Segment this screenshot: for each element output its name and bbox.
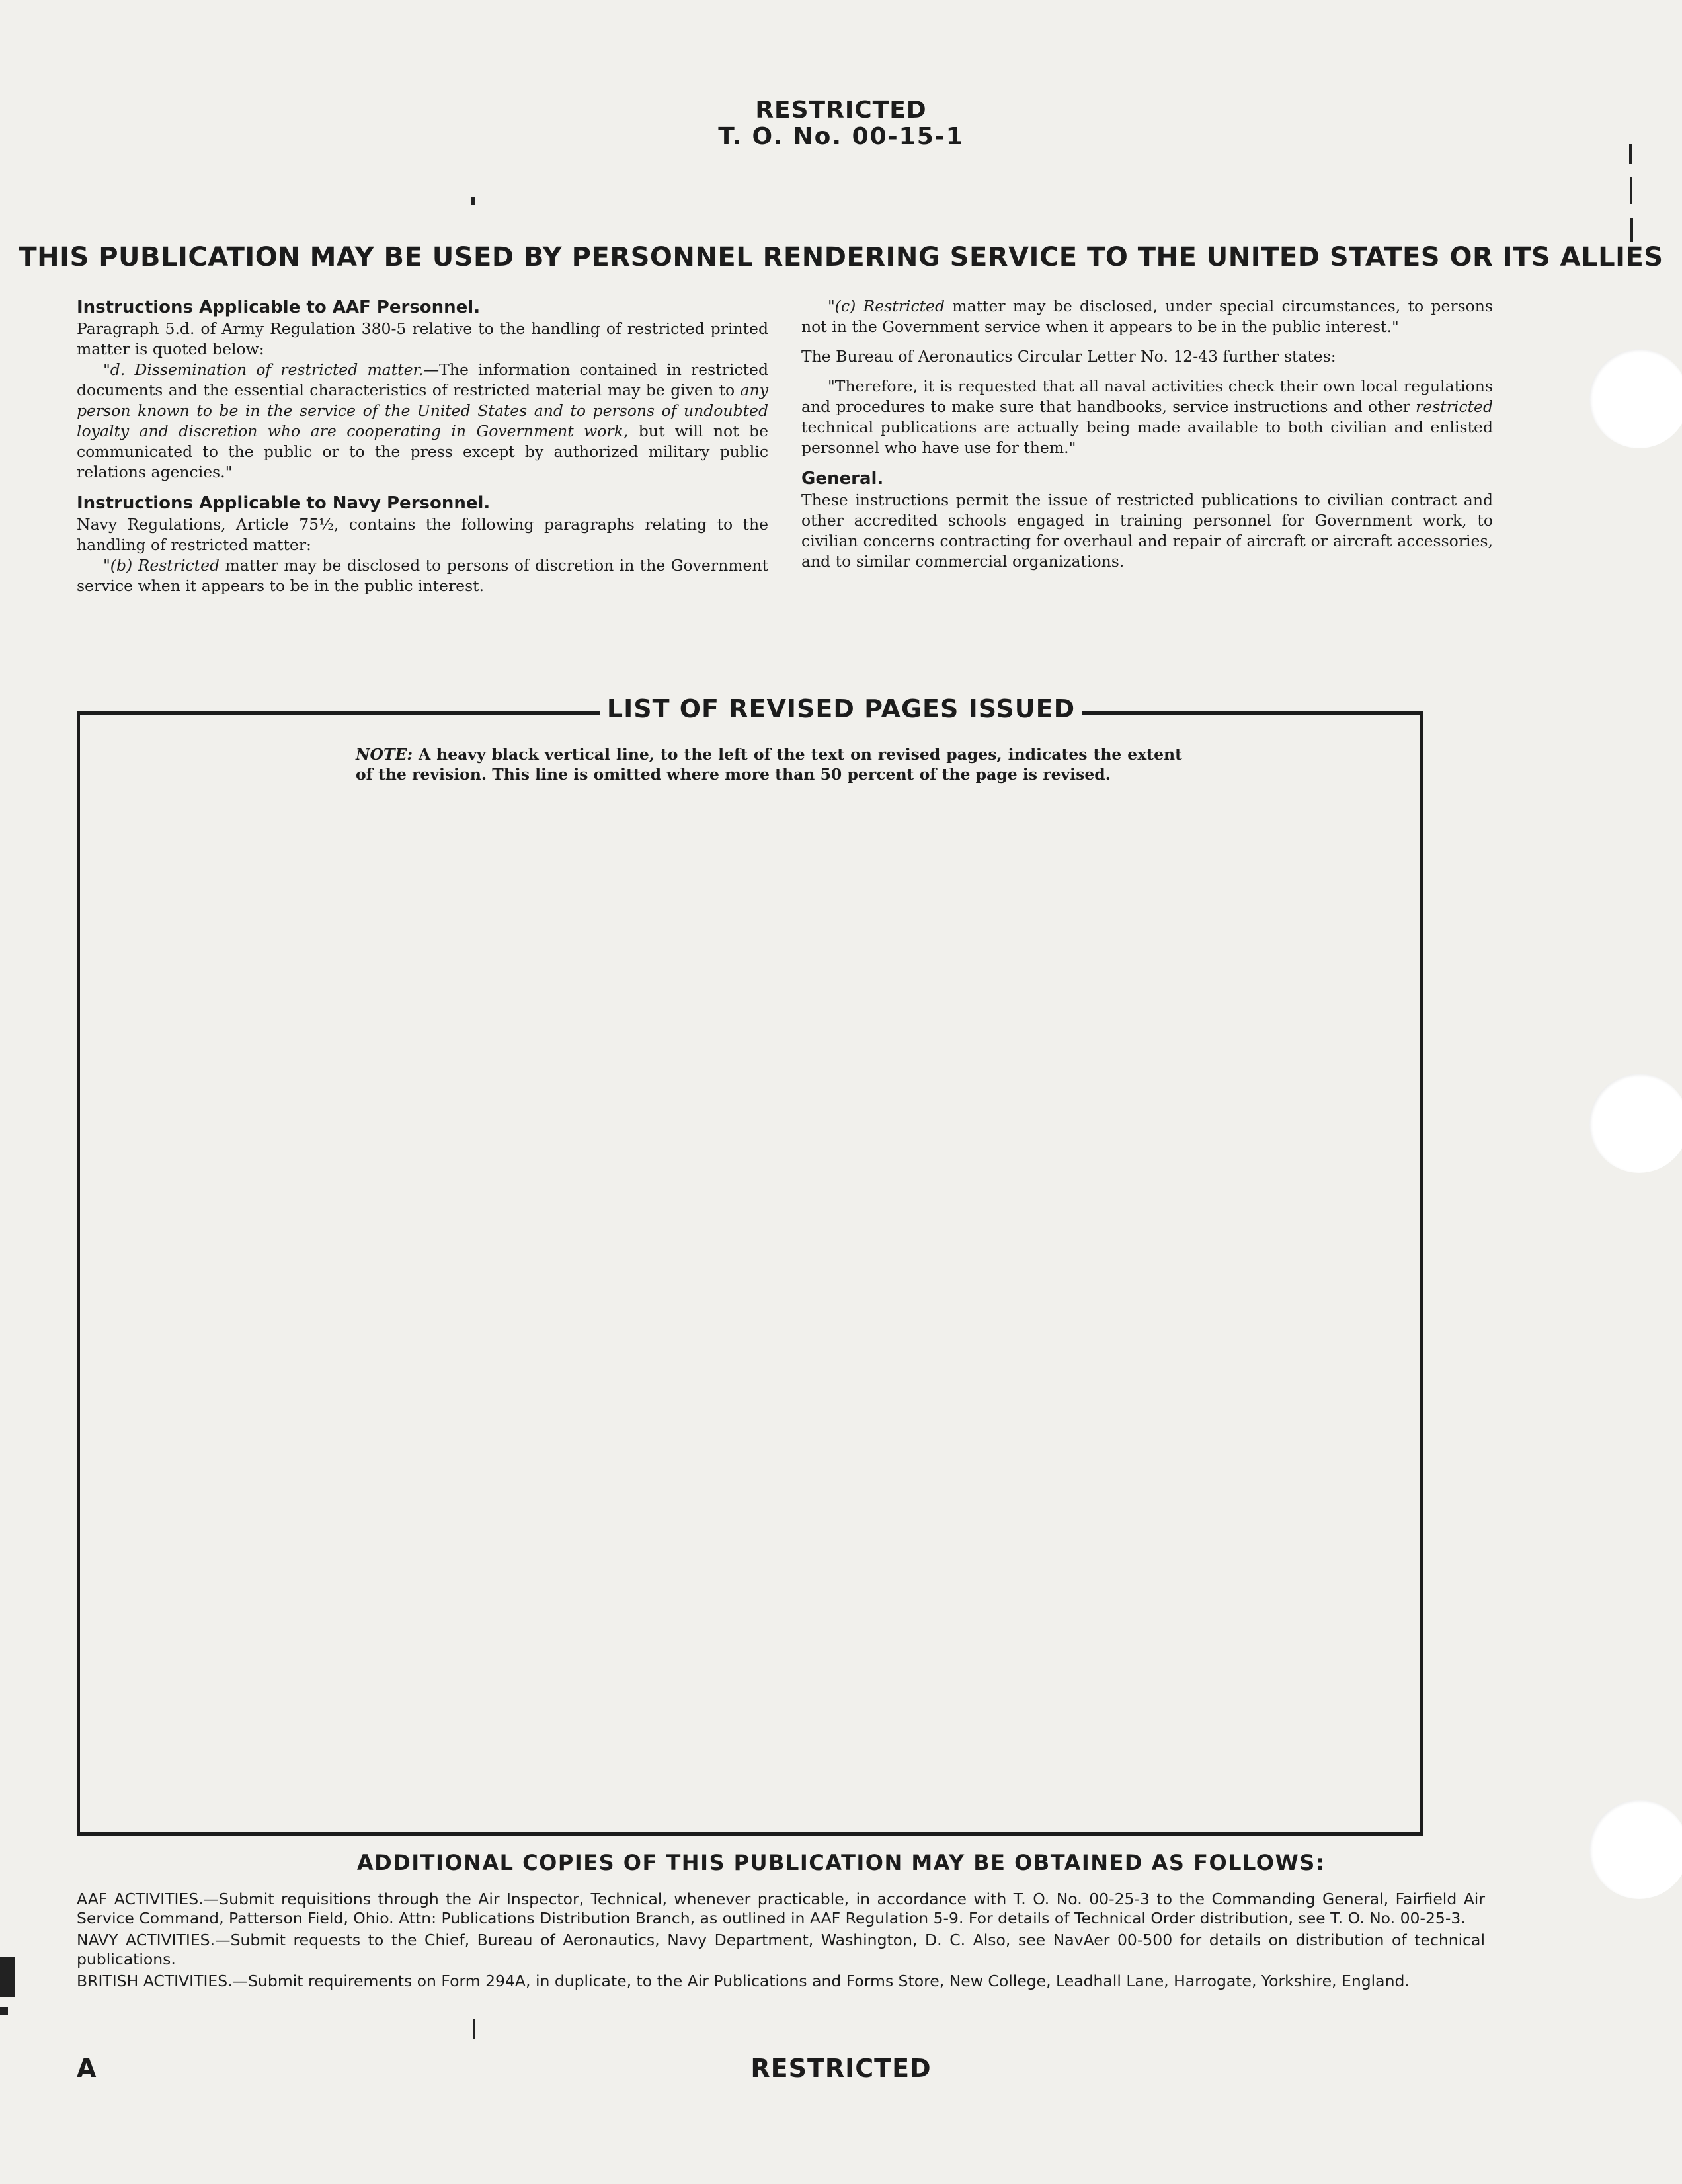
navy-c-label: "(c) Restricted (828, 297, 945, 315)
navy-c-paragraph (801, 296, 1493, 337)
general-heading: General. (801, 469, 884, 489)
aaf-activities-text: —Submit requisitions through the Air Inspector, Technical, whenever practicable, in accordance with T. O. No. 00-25-3 to the Commanding General, Fairfield Air Service Command, Patterson Field, Ohio. Attn: Publications Distribution Branch, as outlined in AAF Regulation 5-9. For details of Technical Order distribution, see T. O. No. 00-25-3. (77, 1890, 1485, 1927)
aaf-intro-paragraph: Paragraph 5.d. of Army Regulation 380-5 relative to the handling of restricted printed matter is quoted below: (77, 319, 768, 358)
classification-footer: RESTRICTED (750, 2054, 932, 2083)
scan-mark (0, 1957, 15, 1997)
aaf-activities-item (77, 1890, 1485, 1928)
scan-mark (1630, 218, 1633, 242)
british-activities-label: BRITISH ACTIVITIES. (77, 1972, 233, 1990)
revision-note-label: NOTE: (356, 745, 413, 764)
navy-b-label: "(b) Restricted (103, 556, 220, 575)
revision-note (356, 745, 1182, 784)
navy-intro-paragraph: Navy Regulations, Article 75½, contains the following paragraphs relating to the handling of restricted matter: (77, 515, 768, 554)
aaf-instructions-heading: Instructions Applicable to AAF Personnel. (77, 298, 481, 317)
punch-hole-middle (1589, 1074, 1682, 1173)
navy-b-paragraph (77, 555, 768, 596)
navy-c-text: matter may be disclosed, under special circumstances, to persons not in the Government service when it appears to be in the public interest." (801, 297, 1493, 336)
left-column (77, 296, 768, 596)
scan-mark (1630, 177, 1632, 204)
navy-activities-label: NAVY ACTIVITIES. (77, 1931, 216, 1949)
revised-pages-box (77, 711, 1423, 1836)
scan-mark (473, 2019, 475, 2039)
navy-instructions-heading: Instructions Applicable to Navy Personnel. (77, 493, 491, 513)
classification-header: RESTRICTED (755, 97, 927, 124)
therefore-paragraph (801, 376, 1493, 458)
british-activities-text: —Submit requirements on Form 294A, in duplicate, to the Air Publications and Forms Store, New College, Leadhall Lane, Harrogate, Yorkshire, England. (232, 1972, 1410, 1990)
aaf-quote-lead: "d. Dissemination of restricted matter. (103, 360, 424, 379)
right-column (801, 296, 1493, 572)
aaf-quote-paragraph (77, 360, 768, 483)
additional-copies-title: ADDITIONAL COPIES OF THIS PUBLICATION MAY BE OBTAINED AS FOLLOWS: (356, 1850, 1326, 1875)
therefore-text-2: technical publications are actually being made available to both civilian and enlisted personnel who have use for them." (801, 418, 1493, 457)
bureau-paragraph: The Bureau of Aeronautics Circular Letter No. 12-43 further states: (801, 347, 1336, 366)
aaf-quote-text-2: but will not be communicated to the public or to the press except by authorized military public relations agencies." (77, 422, 768, 481)
navy-activities-item (77, 1931, 1485, 1969)
tech-order-number: T. O. No. 00-15-1 (718, 123, 964, 150)
therefore-italic: restricted (1416, 397, 1493, 416)
additional-copies-list (77, 1890, 1485, 1994)
publication-usage-banner: THIS PUBLICATION MAY BE USED BY PERSONNEL RENDERING SERVICE TO THE UNITED STATES OR ITS ALLIES (19, 242, 1663, 272)
general-paragraph: These instructions permit the issue of restricted publications to civilian contract and other accredited schools engaged in training personnel for Government work, to civilian concerns contracting for overhaul and repair of aircraft or aircraft accessories, and to similar commercial organizations. (801, 491, 1493, 571)
aaf-activities-label: AAF ACTIVITIES. (77, 1890, 204, 1908)
revised-pages-title: LIST OF REVISED PAGES ISSUED (600, 694, 1082, 723)
scan-mark (471, 197, 475, 205)
revised-pages-title-wrap (0, 694, 1682, 723)
aaf-quote-text-1: —The information contained in restricted documents and the essential characteristics of restricted material may be given to (77, 360, 768, 399)
page-letter: A (77, 2054, 97, 2083)
navy-activities-text: —Submit requests to the Chief, Bureau of Aeronautics, Navy Department, Washington, D. C. Also, see NavAer 00-500 for details on distribution of technical publications. (77, 1931, 1485, 1968)
therefore-text-1: "Therefore, it is requested that all naval activities check their own local regulations and procedures to make sure that handbooks, service instructions and other (801, 377, 1493, 416)
punch-hole-bottom (1589, 1800, 1682, 1899)
aaf-quote-italic: any person known to be in the service of the United States and to persons of undoubted loyalty and discretion who are cooperating in Government work, (77, 381, 768, 440)
navy-b-text: matter may be disclosed to persons of discretion in the Government service when it appears to be in the public interest. (77, 556, 768, 595)
scan-mark (0, 2007, 8, 2015)
revision-note-text: A heavy black vertical line, to the left of the text on revised pages, indicates the extent of the revision. This line is omitted where more than 50 percent of the page is revised. (356, 745, 1182, 784)
british-activities-item (77, 1972, 1485, 1991)
punch-hole-top (1589, 349, 1682, 448)
